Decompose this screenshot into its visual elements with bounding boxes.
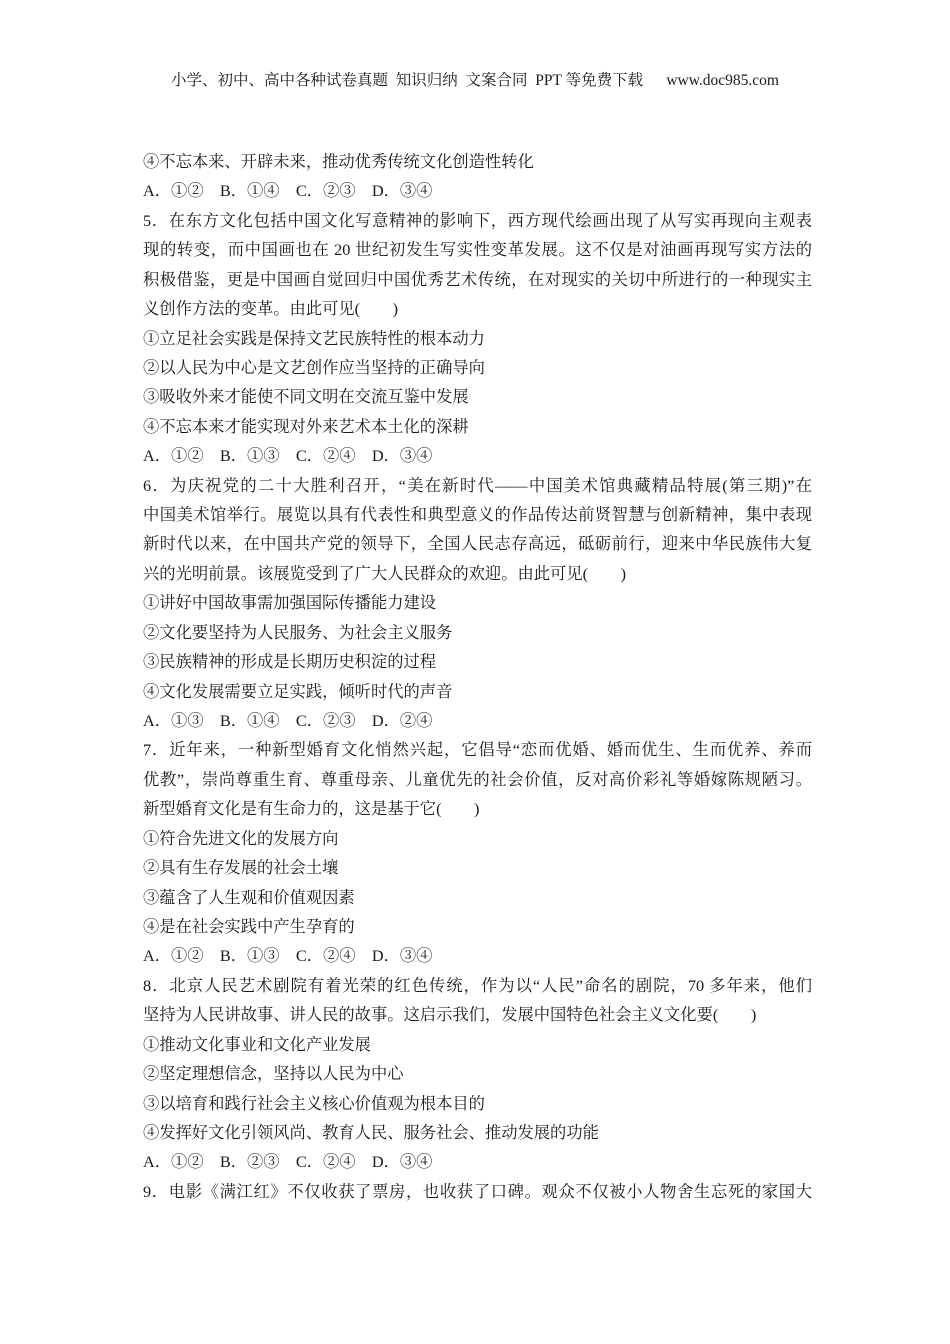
question-stem-line: 兴的光明前景。该展览受到了广大人民群众的欢迎。由此可见( ) (143, 563, 627, 583)
question-option: ④发挥好文化引领风尚、教育人民、服务社会、推动发展的功能 (143, 1122, 599, 1142)
question-option: ②具有生存发展的社会土壤 (143, 858, 339, 878)
question-option: ④文化发展需要立足实践，倾听时代的声音 (143, 681, 453, 701)
answer-choices: A．①③ B．①④ C．②③ D．②④ (143, 711, 433, 731)
question-stem-line: 7．近年来，一种新型婚育文化悄然兴起，它倡导“恋而优婚、婚而优生、生而优养、养而 (143, 740, 812, 760)
question-stem-line: 现的转变，而中国画也在 20 世纪初发生写实性变革发展。这不仅是对油画再现写实方法的 (143, 240, 812, 260)
document-body (143, 147, 812, 1206)
question-7 (143, 735, 812, 970)
answer-choices: A．①② B．①③ C．②④ D．③④ (143, 946, 433, 966)
question-option: ④不忘本来、开辟未来，推动优秀传统文化创造性转化 (143, 152, 534, 171)
question-option: ②以人民为中心是文艺创作应当坚持的正确导向 (143, 357, 485, 377)
question-stem-line: 积极借鉴，更是中国画自觉回归中国优秀艺术传统，在对现实的关切中所进行的一种现实主 (143, 269, 812, 289)
question-5 (143, 206, 812, 471)
question-option: ②坚定理想信念，坚持以人民为中心 (143, 1064, 404, 1084)
answer-choices: A．①② B．①④ C．②③ D．③④ (143, 181, 433, 201)
question-option: ②文化要坚持为人民服务、为社会主义服务 (143, 622, 453, 642)
question-stem-line: 中国美术馆举行。展览以具有代表性和典型意义的作品传达前贤智慧与创新精神，集中表现 (143, 505, 812, 525)
question-option: ③蕴含了人生观和价值观因素 (143, 887, 355, 907)
question-option: ③以培育和践行社会主义核心价值观为根本目的 (143, 1093, 485, 1113)
question-8 (143, 971, 812, 1177)
question-6 (143, 471, 812, 736)
question-option: ①立足社会实践是保持文艺民族特性的根本动力 (143, 328, 485, 348)
question-stem-line: 优教”，崇尚尊重生育、尊重母亲、儿童优先的社会价值，反对高价彩礼等婚嫁陈规陋习。 (143, 769, 812, 789)
page-header-banner: 小学、初中、高中各种试卷真题 知识归纳 文案合同 PPT 等免费下载 www.doc985.com (171, 72, 779, 89)
question-option: ④不忘本来才能实现对外来艺术本土化的深耕 (143, 416, 469, 436)
question-stem-line: 坚持为人民讲故事、讲人民的故事。这启示我们，发展中国特色社会主义文化要( ) (143, 1005, 757, 1025)
question-option: ④是在社会实践中产生孕育的 (143, 916, 355, 936)
question-stem-line: 新时代以来，在中国共产党的领导下，全国人民志存高远，砥砺前行，迎来中华民族伟大复 (143, 534, 812, 554)
question-4 (143, 147, 812, 206)
question-option: ③吸收外来才能使不同文明在交流互鉴中发展 (143, 387, 469, 407)
question-option: ③民族精神的形成是长期历史积淀的过程 (143, 652, 437, 672)
question-option: ①符合先进文化的发展方向 (143, 828, 339, 848)
question-stem-line: 新型婚育文化是有生命力的，这是基于它( ) (143, 799, 480, 819)
question-option: ①讲好中国故事需加强国际传播能力建设 (143, 593, 437, 613)
question-option: ①推动文化事业和文化产业发展 (143, 1034, 371, 1054)
answer-choices: A．①② B．①③ C．②④ D．③④ (143, 446, 433, 466)
question-stem-line: 5．在东方文化包括中国文化写意精神的影响下，西方现代绘画出现了从写实再现向主观表 (143, 210, 812, 230)
question-stem-line: 义创作方法的变革。由此可见( ) (143, 299, 399, 319)
question-stem-line: 6．为庆祝党的二十大胜利召开，“美在新时代——中国美术馆典藏精品特展(第三期)”在 (143, 475, 812, 495)
question-stem-line: 8．北京人民艺术剧院有着光荣的红色传统，作为以“人民”命名的剧院，70 多年来，他们 (143, 975, 812, 995)
question-stem-line: 9．电影《满江红》不仅收获了票房，也收获了口碑。观众不仅被小人物舍生忘死的家国大 (143, 1181, 812, 1201)
question-9 (143, 1177, 812, 1206)
answer-choices: A．①② B．②③ C．②④ D．③④ (143, 1152, 433, 1172)
